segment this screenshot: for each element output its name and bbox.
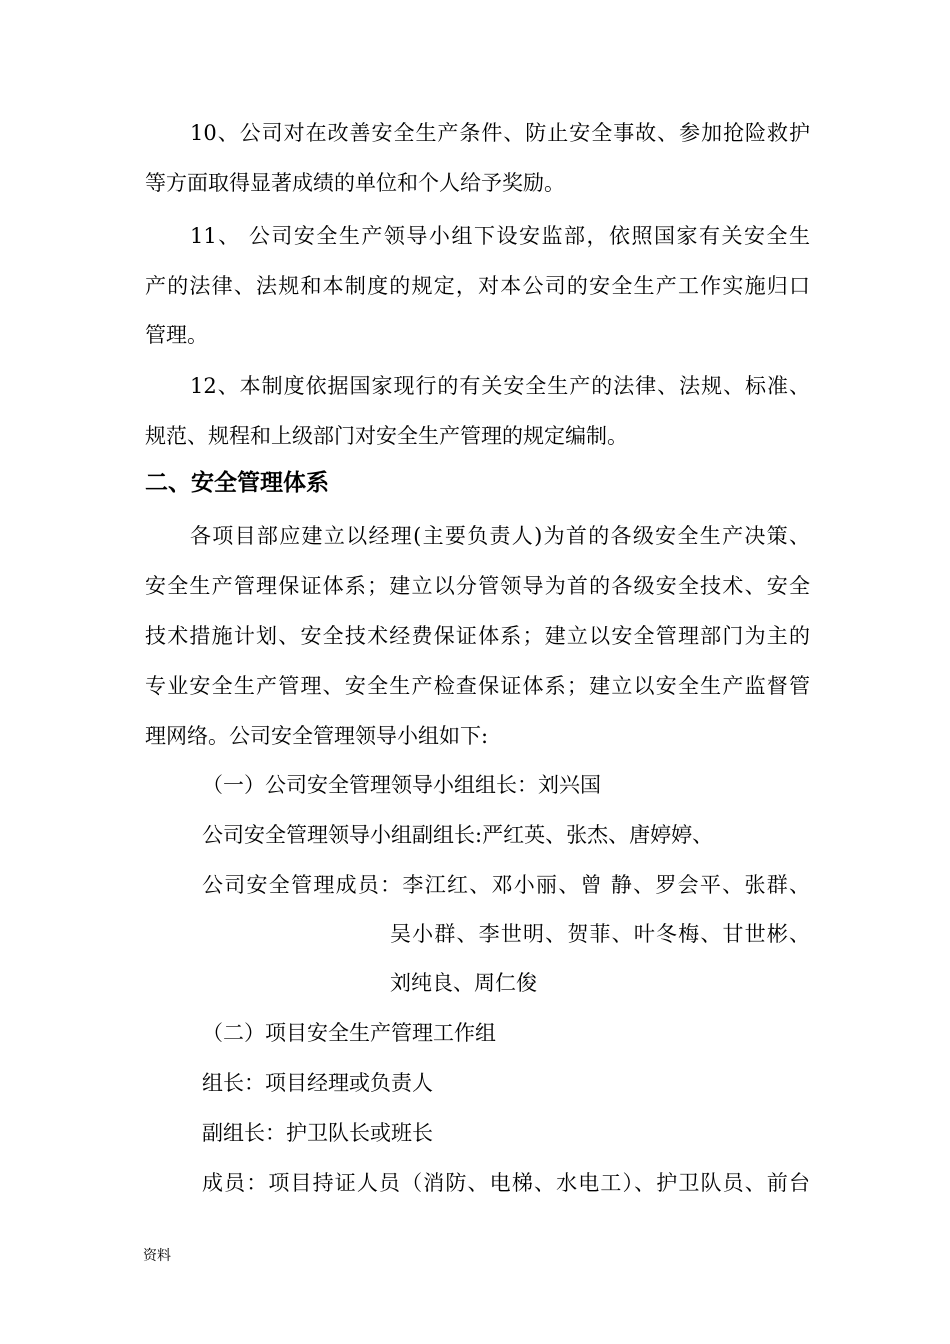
group-1-deputy: 公司安全管理领导小组副组长:严红英、张杰、唐婷婷、: [202, 823, 714, 847]
paragraph-10-line-1: 10、公司对在改善安全生产条件、防止安全事故、参加抢险救护: [190, 121, 810, 145]
paragraph-10-line-2: 等方面取得显著成绩的单位和个人给予奖励。: [145, 171, 565, 195]
paragraph-13-line-4: 专业安全生产管理、安全生产检查保证体系；建立以安全生产监督管: [145, 674, 810, 698]
paragraph-12-line-1: 12、本制度依据国家现行的有关安全生产的法律、法规、标准、: [190, 374, 810, 398]
section-heading: 二、安全管理体系: [145, 469, 329, 496]
group-2-deputy: 副组长：护卫队长或班长: [202, 1121, 433, 1145]
paragraph-13-line-3: 技术措施计划、安全技术经费保证体系；建立以安全管理部门为主的: [145, 624, 810, 648]
group-1-members-line-1: 公司安全管理成员：李江红、邓小丽、曾 静、罗会平、张群、: [202, 873, 810, 897]
group-2-members: 成员：项目持证人员（消防、电梯、水电工）、护卫队员、前台: [202, 1171, 810, 1195]
group-2-title: （二）项目安全生产管理工作组: [202, 1021, 496, 1045]
paragraph-13-line-5: 理网络。公司安全管理领导小组如下:: [145, 724, 489, 748]
paragraph-11-line-3: 管理。: [145, 323, 208, 347]
paragraph-11-line-2: 产的法律、法规和本制度的规定，对本公司的安全生产工作实施归口: [145, 274, 810, 298]
group-2-leader: 组长：项目经理或负责人: [202, 1071, 433, 1095]
group-1-leader: （一）公司安全管理领导小组组长：刘兴国: [202, 773, 601, 797]
group-1-members-line-2: 吴小群、李世明、贺菲、叶冬梅、甘世彬、: [390, 922, 810, 946]
group-1-members-line-3: 刘纯良、周仁俊: [390, 971, 537, 995]
paragraph-13-line-2: 安全生产管理保证体系；建立以分管领导为首的各级安全技术、安全: [145, 574, 810, 598]
paragraph-13-line-1: 各项目部应建立以经理(主要负责人)为首的各级安全生产决策、: [190, 524, 810, 548]
paragraph-11-line-1: 11、 公司安全生产领导小组下设安监部，依照国家有关安全生: [190, 224, 810, 248]
page-footer: 资料: [143, 1248, 171, 1264]
paragraph-12-line-2: 规范、规程和上级部门对安全生产管理的规定编制。: [145, 424, 628, 448]
